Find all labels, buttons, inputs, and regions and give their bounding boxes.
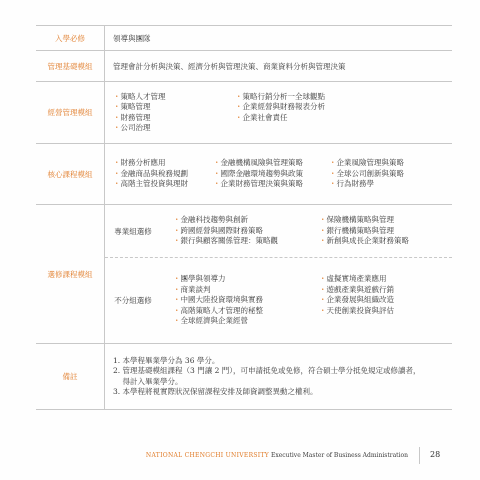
entry-row — [36, 26, 452, 51]
page-number: 28 — [430, 450, 441, 459]
list-item: ・ 中國大陸投資環境與實務 — [173, 295, 315, 306]
list-item: ・ 新創與成長企業財務策略 — [319, 236, 449, 247]
list-item: ・ 銀行機構策略與管理 — [319, 226, 449, 237]
list-item: ・ 策略人才管理 — [113, 92, 231, 103]
notes-label: 備註 — [36, 344, 105, 409]
list-item: ・ 全球公司創新與策略 — [329, 169, 439, 180]
curriculum-table — [36, 25, 452, 410]
foundation-row — [36, 51, 452, 82]
elective-label: 選修課程模組 — [36, 205, 105, 343]
list-item: ・ 企業財務管理決策與策略 — [213, 179, 325, 190]
core-label: 核心課程模組 — [36, 144, 105, 204]
list-item: ・ 保險機構策略與管理 — [319, 215, 449, 226]
note-line: 1. 本學程畢業學分為 36 學分。 — [113, 355, 220, 365]
list-item: ・ 策略行銷分析一全球觀點 — [235, 92, 395, 103]
list-item: ・ 遊戲產業與遊戲行銷 — [319, 285, 449, 296]
list-item: ・ 財務管理 — [113, 113, 231, 124]
pro-elective-group — [105, 205, 452, 258]
list-item: ・ 企業發展與組織改造 — [319, 295, 449, 306]
list-item: ・ 國際金融環境趨勢與政策 — [213, 169, 325, 180]
business-row — [36, 82, 452, 144]
list-item: ・ 企業經營與財務報表分析 — [235, 102, 395, 113]
list-item: ・ 企業風險管理與策略 — [329, 158, 439, 169]
list-item: ・ 商業談判 — [173, 285, 315, 296]
list-item: ・ 銀行與顧客關係管理：策略觀 — [173, 236, 315, 247]
elective-row — [36, 205, 452, 344]
entry-content: 領導與團隊 — [113, 33, 151, 43]
note-line: 得計入畢業學分。 — [113, 376, 183, 386]
list-item: ・ 跨國經營與國際財務策略 — [173, 226, 315, 237]
list-item: ・ 天使創業投資與評估 — [319, 306, 449, 317]
notes-row — [36, 344, 452, 410]
entry-label: 入學必修 — [36, 26, 105, 50]
footer-program: Executive Master of Business Administration — [269, 452, 408, 459]
foundation-label: 管理基礎模組 — [36, 51, 105, 81]
list-item: ・ 公司治理 — [113, 123, 231, 134]
list-item: ・ 虛擬實境產業應用 — [319, 274, 449, 285]
list-item: ・ 金融科技趨勢與創新 — [173, 215, 315, 226]
list-item: ・ 團學與領導力 — [173, 274, 315, 285]
list-item: ・ 高階策略人才管理的秘整 — [173, 306, 315, 317]
list-item: ・ 企業社會責任 — [235, 113, 395, 124]
list-item: ・ 財務分析應用 — [113, 158, 209, 169]
foundation-content: 管理會計分析與決策、經濟分析與管理決策、商業資料分析與管理決策 — [113, 61, 346, 71]
note-line: 2. 管理基礎模組課程（3 門讓 2 門），可申請抵免或免修，符合碩士學分抵免規定或修讀者， — [113, 366, 421, 375]
general-elective-group — [105, 258, 452, 343]
list-item: ・ 金融機構風險與管理策略 — [213, 158, 325, 169]
core-row — [36, 144, 452, 205]
list-item: ・ 高階主管投資與理財 — [113, 179, 209, 190]
footer-divider — [419, 447, 420, 464]
list-item: ・ 全球經濟與企業經營 — [173, 316, 315, 327]
list-item: ・ 行為財務學 — [329, 179, 439, 190]
general-elective-label: 不分組選修 — [114, 296, 152, 305]
pro-elective-label: 專業組選修 — [114, 226, 152, 236]
page-footer — [0, 445, 480, 465]
list-item: ・ 金融商品與稅務規劃 — [113, 169, 209, 180]
business-label: 經營管理模組 — [36, 82, 105, 143]
list-item: ・ 策略管理 — [113, 102, 231, 113]
footer-school: NATIONAL CHENGCHI UNIVERSITY — [145, 452, 270, 459]
note-line: 3. 本學程將視實際狀況保留課程安排及師資調整異動之權利。 — [113, 387, 318, 396]
